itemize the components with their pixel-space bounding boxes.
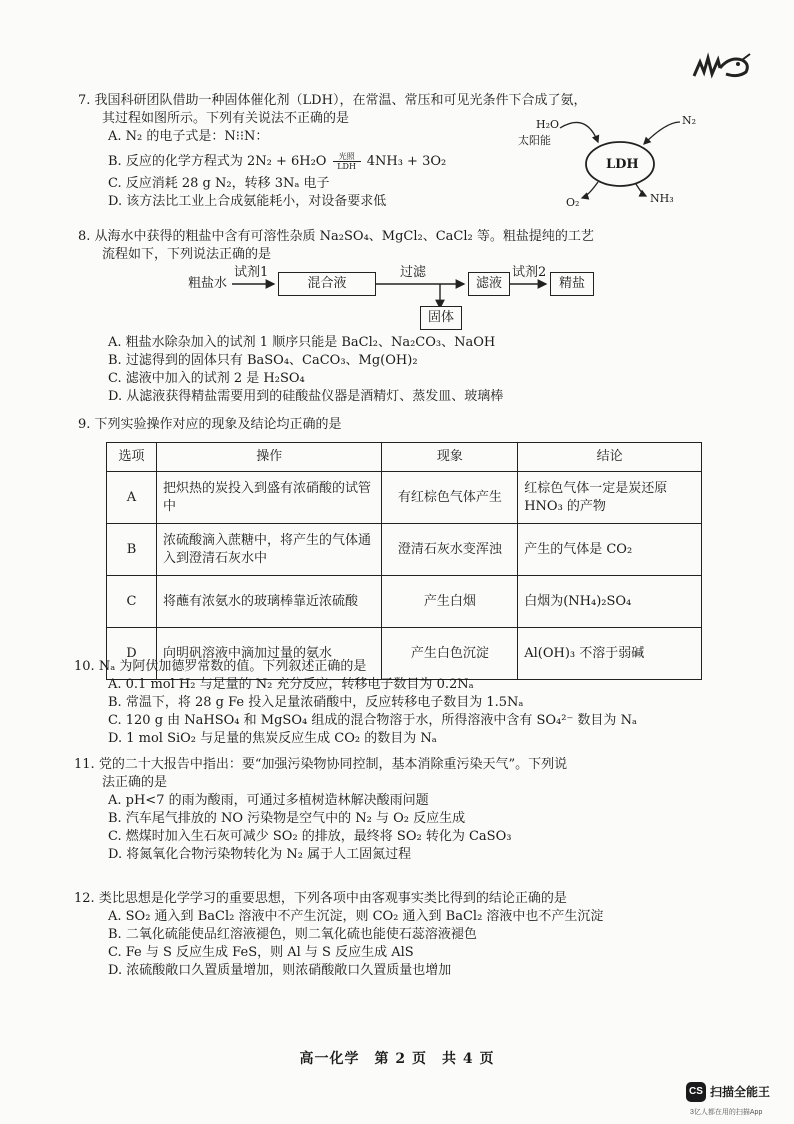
option-a: A. 0.1 mol H₂ 与足量的 N₂ 充分反应，转移电子数目为 0.2Nₐ: [108, 677, 474, 692]
question-stem-cont: 流程如下，下列说法正确的是: [102, 247, 272, 262]
column-header: 操作: [156, 443, 382, 472]
conclusion-cell: 产生的气体是 CO₂: [518, 524, 702, 576]
conclusion-cell: Al(OH)₃ 不溶于弱碱: [518, 628, 702, 680]
watermark-subtitle: 3亿人都在用的扫描App: [690, 1109, 763, 1116]
conclusion-cell: 红棕色气体一定是炭还原 HNO₃ 的产物: [518, 472, 702, 524]
question-11: [74, 756, 722, 864]
flow-solid-box: 固体: [420, 306, 462, 330]
option-c: C. 滤液中加入的试剂 2 是 H₂SO₄: [108, 371, 305, 386]
phenomenon-cell: 产生白烟: [382, 576, 518, 628]
question-stem: 我国科研团队借助一种固体催化剂（LDH），在常温、常压和可见光条件下合成了氨，: [94, 93, 587, 108]
ldh-diagram: [516, 106, 706, 210]
option-a: A. pH<7 的雨为酸雨，可通过多植树造林解决酸雨问题: [108, 793, 429, 808]
table-header-row: [107, 443, 702, 472]
n2-arrow: [644, 122, 680, 144]
question-10: [74, 658, 722, 748]
option-d: D. 1 mol SiO₂ 与足量的焦炭反应生成 CO₂ 的数目为 Nₐ: [108, 731, 437, 746]
column-header: 结论: [518, 443, 702, 472]
option-a: A. 粗盐水除杂加入的试剂 1 顺序只能是 BaCl₂、Na₂CO₃、NaOH: [108, 335, 496, 350]
option-d: D. 将氮氧化合物污染物转化为 N₂ 属于人工固氮过程: [108, 847, 412, 862]
option-cell: A: [107, 472, 157, 524]
question-8-options: [82, 334, 722, 406]
phenomenon-cell: 有红棕色气体产生: [382, 472, 518, 524]
operation-cell: 把炽热的炭投入到盛有浓硝酸的试管中: [156, 472, 382, 524]
flow-filter-label: 过滤: [400, 265, 427, 280]
purification-flow: [188, 265, 608, 330]
option-d: D. 浓硫酸敞口久置质量增加，则浓硝酸敞口久置质量也增加: [108, 963, 452, 978]
o2-label: O₂: [566, 196, 580, 209]
option-b: B. 常温下，将 28 g Fe 投入足量浓硝酸中，反应转移电子数目为 1.5Nₐ: [108, 695, 524, 710]
column-header: 现象: [382, 443, 518, 472]
question-number: 12.: [74, 891, 95, 906]
question-8: [78, 228, 722, 264]
option-c: C. Fe 与 S 反应生成 FeS，则 Al 与 S 反应生成 AlS: [108, 945, 414, 960]
option-a: A. SO₂ 通入到 BaCl₂ 溶液中不产生沉淀，则 CO₂ 通入到 BaCl₂ 溶液中也不产生沉淀: [108, 909, 604, 924]
h2o-arrow: [560, 122, 598, 142]
question-number: 8.: [78, 229, 91, 244]
question-stem: 类比思想是化学学习的重要思想，下列各项中由客观事实类比得到的结论正确的是: [98, 891, 567, 906]
question-stem: 党的二十大报告中指出：要“加强污染物协同控制，基本消除重污染天气”。下列说: [98, 757, 568, 772]
reaction-condition: 光照 LDH: [333, 152, 361, 171]
operation-cell: 将蘸有浓氨水的玻璃棒靠近浓硫酸: [156, 576, 382, 628]
option-d: D. 该方法比工业上合成氨能耗小，对设备要求低: [108, 194, 387, 209]
scanner-watermark: [686, 1080, 782, 1114]
o2-arrow: [582, 182, 598, 198]
nh3-label: NH₃: [650, 192, 674, 205]
flow-product-box: 精盐: [550, 272, 594, 296]
question-stem-cont: 其过程如图所示。下列有关说法不正确的是: [102, 111, 350, 126]
flow-reagent2-label: 试剂2: [512, 265, 547, 280]
option-b: B. 汽车尾气排放的 NO 污染物是空气中的 N₂ 与 O₂ 反应生成: [108, 811, 466, 826]
question-9: [78, 416, 722, 434]
question-stem: 下列实验操作对应的现象及结论均正确的是: [94, 417, 342, 432]
operation-cell: 向明矾溶液中滴加过量的氨水: [156, 628, 382, 680]
table-row: [107, 472, 702, 524]
question-number: 9.: [78, 417, 91, 432]
option-cell: D: [107, 628, 157, 680]
question-stem-cont: 法正确的是: [102, 775, 168, 790]
option-b: B. 二氧化硫能使品红溶液褪色，则二氧化硫也能使石蕊溶液褪色: [108, 927, 477, 942]
phenomenon-cell: 澄清石灰水变浑浊: [382, 524, 518, 576]
option-d: D. 从滤液获得精盐需要用到的硅酸盐仪器是酒精灯、蒸发皿、玻璃棒: [108, 389, 504, 404]
table-row: [107, 576, 702, 628]
question-number: 7.: [78, 93, 91, 108]
option-cell: B: [107, 524, 157, 576]
option-c: C. 120 g 由 NaHSO₄ 和 MgSO₄ 组成的混合物溶于水，所得溶液中含有 SO₄²⁻ 数目为 Nₐ: [108, 713, 637, 728]
question-number: 11.: [74, 757, 95, 772]
experiment-table: [106, 442, 702, 680]
question-number: 10.: [74, 659, 95, 674]
ldh-label: LDH: [606, 157, 639, 172]
operation-cell: 浓硫酸滴入蔗糖中，将产生的气体通入到澄清石灰水中: [156, 524, 382, 576]
nh3-arrow: [636, 184, 646, 196]
n2-label: N₂: [682, 114, 697, 127]
header-logo-icon: [690, 50, 754, 84]
option-a: A. N₂ 的电子式是：N⁝⁝N：: [108, 129, 269, 144]
option-c: C. 燃煤时加入生石灰可减少 SO₂ 的排放，最终将 SO₂ 转化为 CaSO₃: [108, 829, 512, 844]
flow-start-label: 粗盐水: [188, 276, 228, 291]
question-stem: Nₐ 为阿伏加德罗常数的值。下列叙述正确的是: [98, 659, 367, 674]
camscanner-icon: CS: [686, 1082, 706, 1102]
h2o-label: H₂O: [536, 118, 560, 131]
flow-mix-box: 混合液: [278, 272, 376, 296]
page-footer: 高一化学 第 2 页 共 4 页: [299, 1051, 495, 1067]
option-b: B. 反应的化学方程式为 2N₂ + 6H₂O 光照 LDH 4NH₃ + 3O₂: [108, 152, 447, 171]
question-stem: 从海水中获得的粗盐中含有可溶性杂质 Na₂SO₄、MgCl₂、CaCl₂ 等。粗盐提纯的工艺: [94, 229, 594, 244]
phenomenon-cell: 产生白色沉淀: [382, 628, 518, 680]
watermark-name: 扫描全能王: [710, 1085, 771, 1099]
option-c: C. 反应消耗 28 g N₂，转移 3Nₐ 电子: [108, 176, 330, 191]
flow-filtrate-box: 滤液: [468, 272, 510, 296]
option-b: B. 过滤得到的固体只有 BaSO₄、CaCO₃、Mg(OH)₂: [108, 353, 418, 368]
solar-label: 太阳能: [518, 134, 551, 147]
question-12: [74, 890, 722, 980]
table-row: [107, 524, 702, 576]
flow-reagent1-label: 试剂1: [234, 265, 269, 280]
conclusion-cell: 白烟为(NH₄)₂SO₄: [518, 576, 702, 628]
option-cell: C: [107, 576, 157, 628]
column-header: 选项: [107, 443, 157, 472]
